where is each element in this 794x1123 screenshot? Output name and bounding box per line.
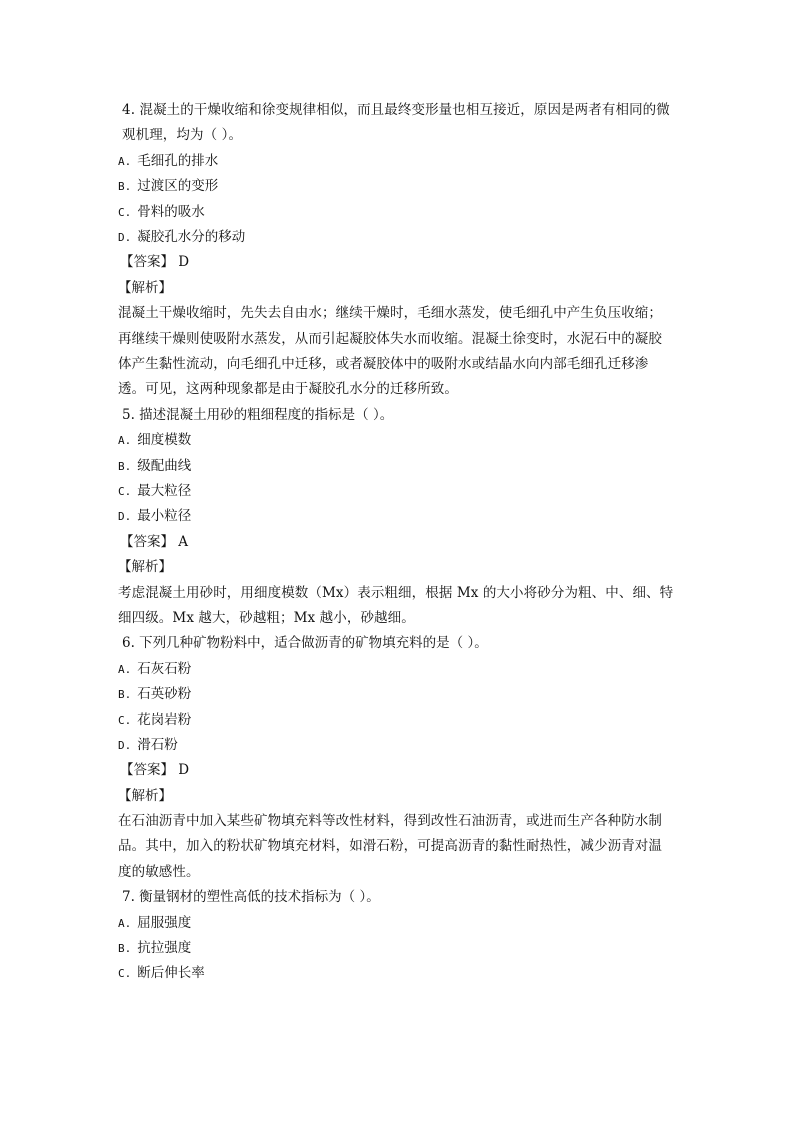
option-key: B.	[118, 942, 132, 956]
question-4-option-b	[118, 174, 678, 199]
option-text: 断后伸长率	[137, 965, 205, 982]
question-6-option-b	[118, 682, 678, 707]
option-key: A.	[118, 662, 132, 676]
option-text: 细度模数	[137, 432, 192, 449]
option-key: C.	[118, 205, 132, 219]
option-text: 毛细孔的排水	[137, 152, 219, 169]
question-6-option-a	[118, 657, 678, 682]
option-text: 滑石粉	[137, 736, 178, 753]
question-5-option-c	[118, 479, 678, 504]
option-key: D.	[118, 510, 132, 524]
question-5-analysis-label: 【解析】	[118, 559, 172, 576]
question-5-option-d	[118, 504, 678, 529]
option-text: 石灰石粉	[137, 660, 192, 677]
option-text: 骨料的吸水	[137, 203, 205, 220]
option-key: A.	[118, 154, 132, 168]
question-4-option-d	[118, 225, 678, 250]
option-key: B.	[118, 180, 132, 194]
question-5-analysis: 考虑混凝土用砂时，用细度模数（Mx）表示粗细，根据 Mx 的大小将砂分为粗、中、细、特细四级。Mx 越大，砂越粗；Mx 越小，砂越细。	[118, 584, 674, 626]
option-key: C.	[118, 967, 132, 981]
question-7-option-c	[118, 961, 678, 986]
option-text: 过渡区的变形	[137, 178, 219, 195]
question-6-answer: 【答案】 D	[120, 762, 190, 779]
question-4-stem: 4. 混凝土的干燥收缩和徐变规律相似，而且最终变形量也相互接近，原因是两者有相同的微观机理，均为（ ）。	[122, 102, 670, 144]
question-4-analysis: 混凝土干燥收缩时，先失去自由水；继续干燥时，毛细水蒸发，使毛细孔中产生负压收缩；再继续干燥则使吸附水蒸发，从而引起凝胶体失水而收缩。混凝土徐变时，水泥石中的凝胶体产生黏性流动，向毛细孔中迁移，或者凝胶体中的吸附水或结晶水向内部毛细孔迁移渗透。可见，这两种现象都是由于凝胶孔水分的迁移所致。	[118, 305, 662, 398]
question-6-option-d	[118, 733, 678, 758]
question-4-option-a	[118, 149, 678, 174]
question-7-option-a	[118, 911, 678, 936]
option-key: A.	[118, 916, 132, 930]
question-5-option-a	[118, 428, 678, 453]
option-text: 级配曲线	[137, 457, 192, 474]
question-7-option-b	[118, 936, 678, 961]
question-4-analysis-label: 【解析】	[118, 279, 172, 296]
question-5-option-b	[118, 454, 678, 479]
option-text: 凝胶孔水分的移动	[137, 228, 246, 245]
question-6-option-c	[118, 708, 678, 733]
option-key: B.	[118, 459, 132, 473]
option-text: 花岗岩粉	[137, 711, 192, 728]
question-5-stem: 5. 描述混凝土用砂的粗细程度的指标是（ ）。	[122, 406, 394, 423]
option-key: D.	[118, 230, 132, 244]
option-key: C.	[118, 713, 132, 727]
option-text: 屈服强度	[137, 914, 192, 931]
question-6-stem: 6. 下列几种矿物粉料中，适合做沥青的矿物填充料的是（ ）。	[122, 635, 488, 652]
option-key: A.	[118, 434, 132, 448]
question-4-answer: 【答案】 D	[120, 254, 190, 271]
question-6-analysis-label: 【解析】	[118, 787, 172, 804]
option-text: 最大粒径	[137, 482, 192, 499]
question-6-analysis: 在石油沥青中加入某些矿物填充料等改性材料，得到改性石油沥青，或进而生产各种防水制品。其中，加入的粉状矿物填充材料，如滑石粉，可提高沥青的黏性耐热性，减少沥青对温度的敏感性。	[118, 813, 662, 880]
question-7-stem: 7. 衡量钢材的塑性高低的技术指标为（ ）。	[122, 889, 380, 906]
option-text: 石英砂粉	[137, 686, 192, 703]
option-key: C.	[118, 484, 132, 498]
document-page	[118, 98, 678, 987]
option-key: D.	[118, 738, 132, 752]
option-text: 抗拉强度	[137, 940, 192, 957]
question-5-answer: 【答案】 A	[120, 533, 189, 550]
option-key: B.	[118, 688, 132, 702]
question-4-option-c	[118, 200, 678, 225]
option-text: 最小粒径	[137, 508, 192, 525]
